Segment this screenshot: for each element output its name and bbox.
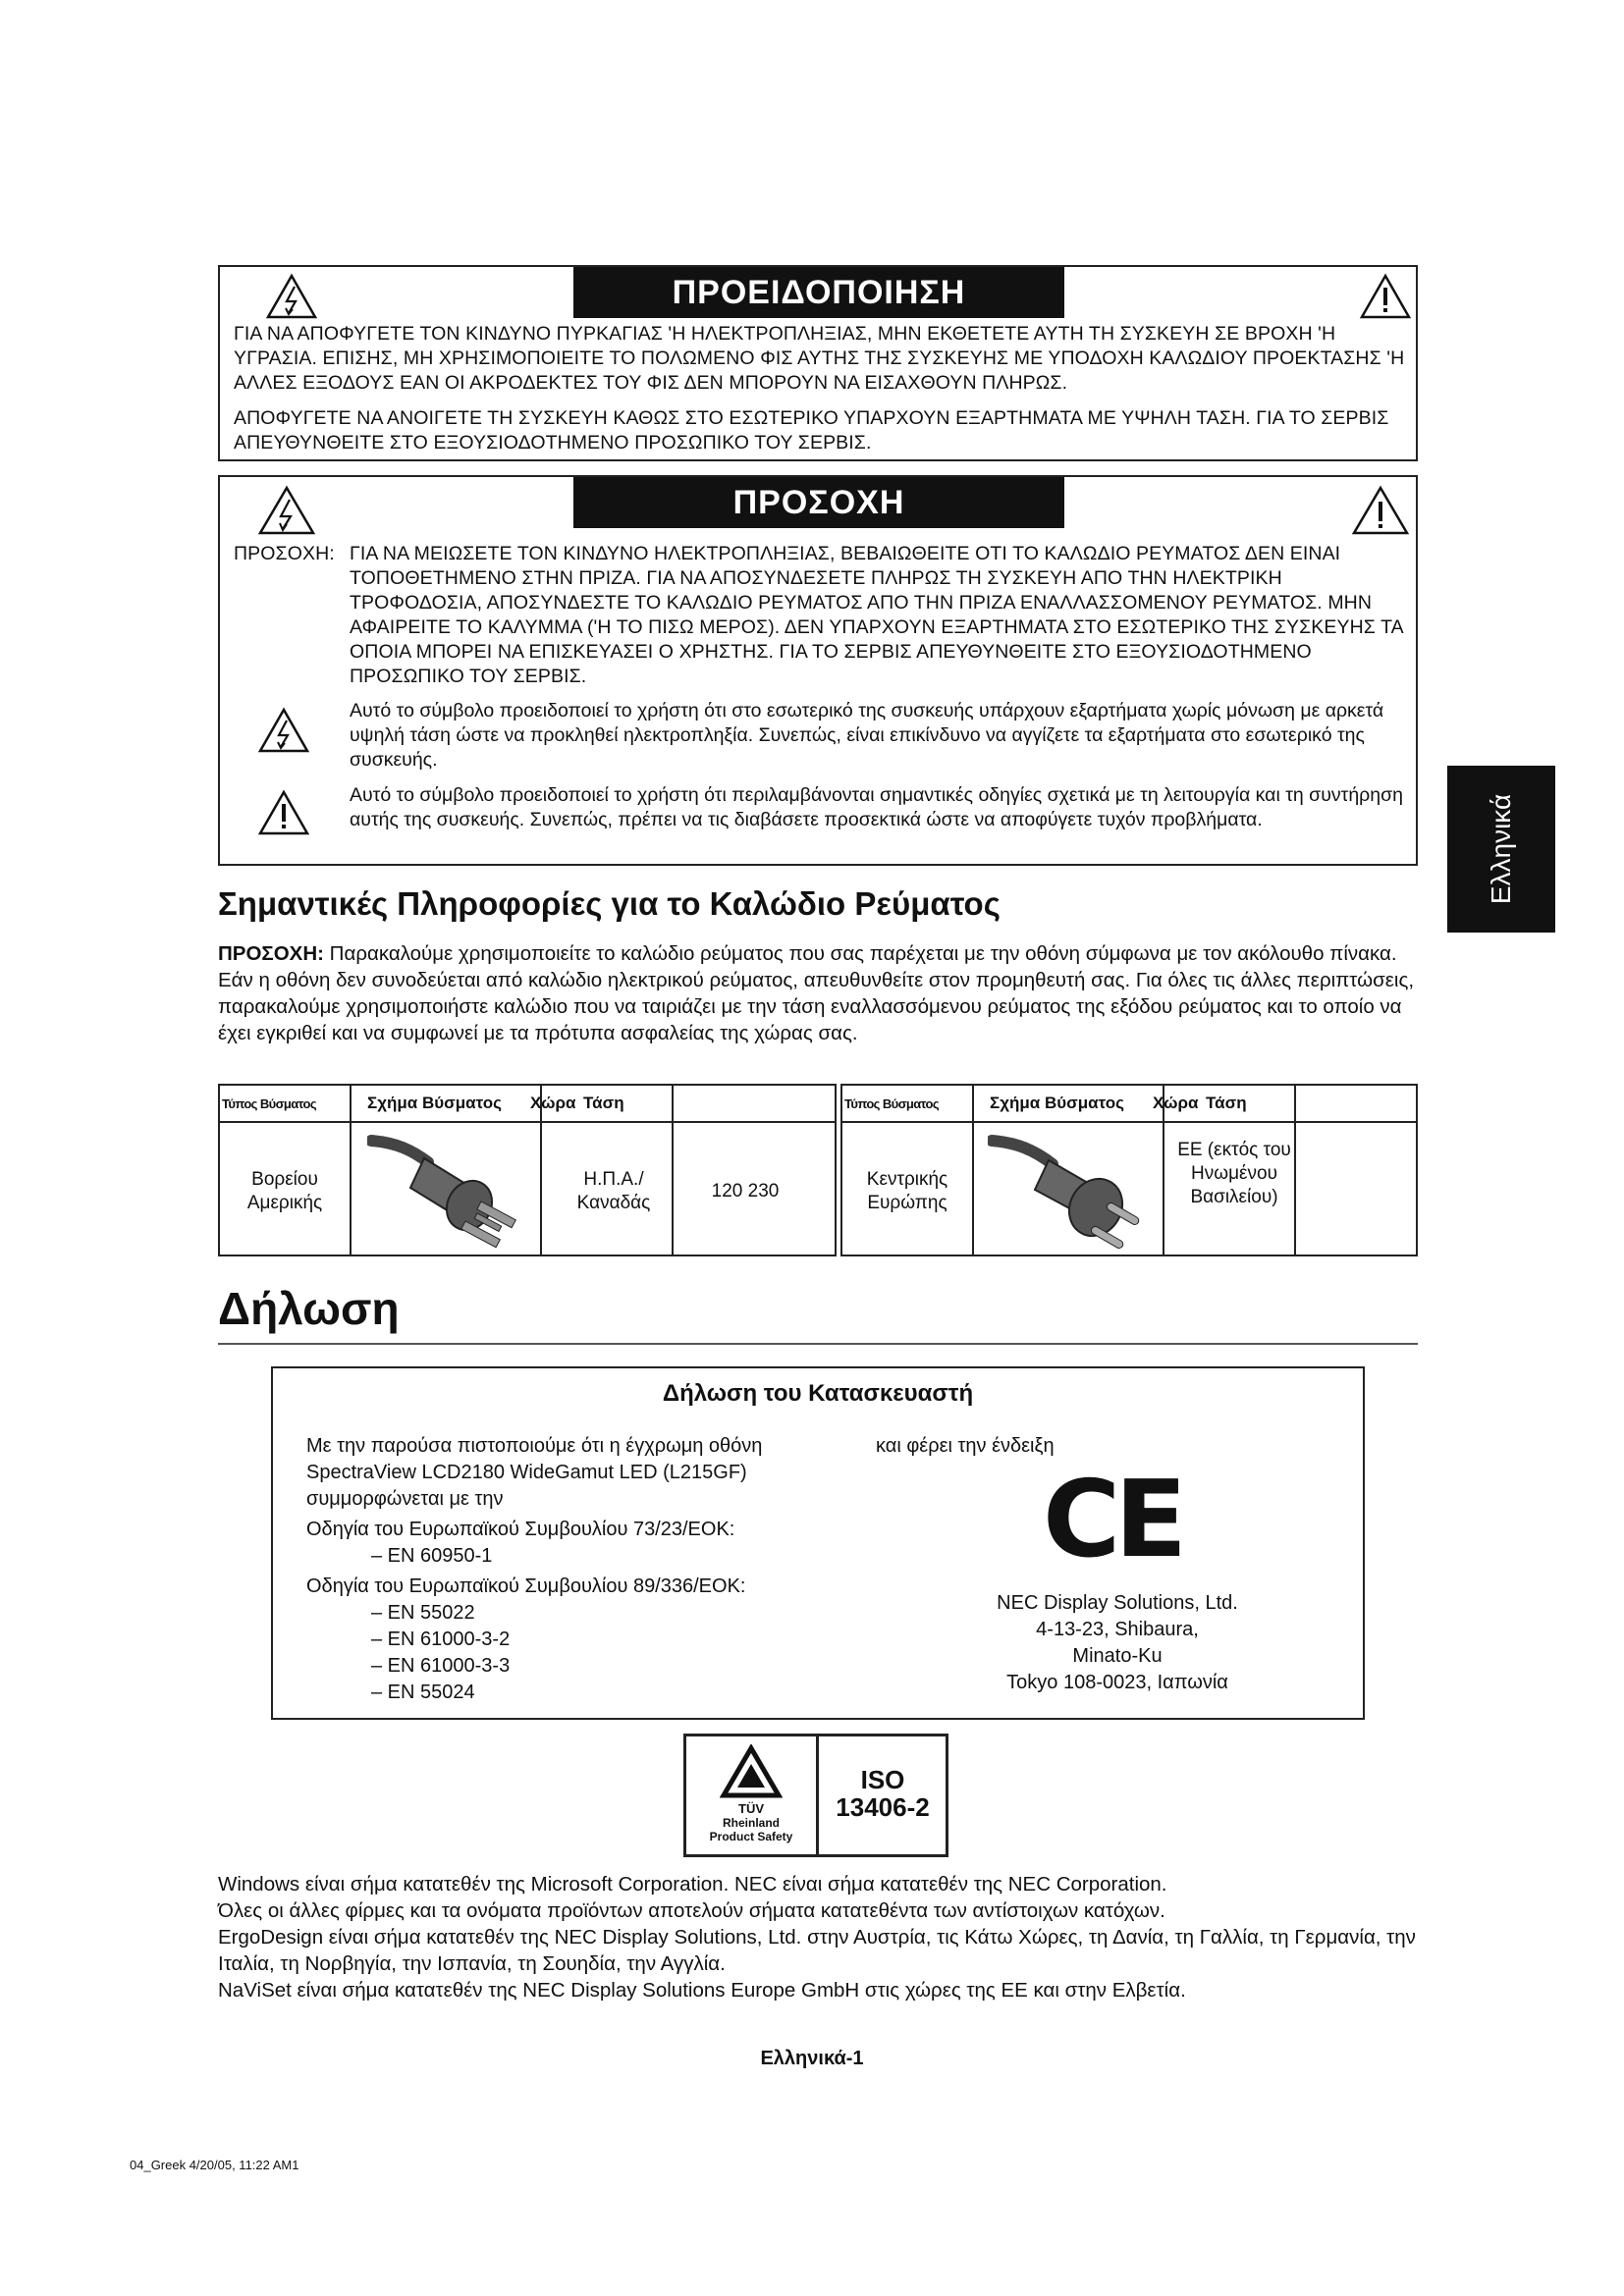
company-address-line: 4-13-23, Shibaura, [1036,1619,1199,1640]
warning-paragraph-1: ΓΙΑ ΝΑ ΑΠΟΦΥΓΕΤΕ ΤΟΝ ΚΙΝΔΥΝΟ ΠΥΡΚΑΓΙΑΣ 'Η ΗΛΕΚΤΡΟΠΛΗΞΙΑΣ, ΜΗΝ ΕΚΘΕΤΕΤΕ ΑΥΤΗ ΤΗ ΣΥΣΚΕΥΗ ΣΕ ΒΡΟΧΗ 'Η ΥΓΡΑΣΙΑ. ΕΠΙΣΗΣ, ΜΗ ΧΡΗΣΙΜΟΠΟΙΕΙΤΕ ΤΟ ΠΟΛΩΜΕΝΟ ΦΙΣ ΑΥΤΗΣ ΤΗΣ ΣΥΣΚΕΥΗΣ ΜΕ ΥΠΟΔΟΧΗ ΚΑΛΩΔΙΟΥ ΠΡΟΕΚΤΑΣΗΣ 'Η ΑΛΛΕΣ ΕΞΟΔΟΥΣ ΕΑΝ ΟΙ ΑΚΡΟΔΕΚΤΕΣ ΤΟΥ ΦΙΣ ΔΕΝ ΜΠΟΡΟΥΝ ΝΑ ΕΙΣΑΧΘΟΥΝ ΠΛΗΡΩΣ. [234,323,1405,394]
company-name: NEC Display Solutions, Ltd. [997,1592,1238,1614]
lightning-symbol-text: Αυτό το σύμβολο προειδοποιεί το χρήστη ότι στο εσωτερικό της συσκευής υπάρχουν εξαρτήματα χωρίς μόνωση με αρκετά υψηλή τάση ώστε να προκληθεί ηλεκτροπληξία. Συνεπώς, είναι επικίνδυνο να αγγίζετε τα εξαρτήματα στο εσωτερικό της συσκευής. [350,700,1384,771]
lightning-warning-icon [265,273,318,320]
caution-box [218,475,1418,866]
directive-1-item: – EN 60950-1 [371,1545,493,1567]
header-plug-type: Τύπος Βύσματος [844,1096,939,1111]
power-cord-lead: ΠΡΟΣΟΧΗ: [218,942,324,965]
declaration-box-title: Δήλωση του Κατασκευαστή [662,1380,974,1407]
warning-title: ΠΡΟΕΙΔΟΠΟΙΗΣΗ [573,267,1064,318]
language-side-tab-label: Ελληνικά [1486,793,1516,905]
directive-2-item: – EN 61000-3-3 [371,1655,511,1677]
manufacturer-declaration-box [271,1366,1365,1720]
declaration-right-intro: και φέρει την ένδειξη [876,1435,1055,1457]
company-address-line: Tokyo 108-0023, Ιαπωνία [1006,1672,1228,1693]
trademark-line: ErgoDesign είναι σήμα κατατεθέν της NEC Display Solutions, Ltd. στην Αυστρία, τις Κάτω Χώρες, τη Δανία, τη Γαλλία, τη Γερμανία, την Ιταλία, τη Νορβηγία, την Ισπανία, τη Σουηδία, την Αγγλία. [218,1926,1416,1975]
warning-box [218,265,1418,461]
iso-line: ISO [860,1765,905,1794]
ce-mark: CE [1043,1459,1182,1581]
power-cord-heading: Σημαντικές Πληροφορίες για το Καλώδιο Ρεύματος [218,885,1001,922]
power-cord-text: Παρακαλούμε χρησιμοποιείτε το καλώδιο ρεύματος που σας παρέχεται με την οθόνη σύμφωνα με τον ακόλουθο πίνακα. Εάν η οθόνη δεν συνοδεύεται από καλώδιο ηλεκτρικού ρεύματος, απευθυνθείτε στον προμηθευτή σας. Για όλες τις άλλες περιπτώσεις, παρακαλούμε χρησιμοποιήστε καλώδιο που να ταιριάζει με την τάση εναλλασσόμενου ρεύματος της εξόδου ρεύματος και το οποίο να έχει εγκριθεί και να συμφωνεί με τα πρότυπα ασφαλείας της χώρας σας. [218,942,1415,1044]
voltage-cell: 120 230 [711,1181,780,1201]
tuv-triangle-icon [720,1744,783,1799]
plug-type-cell: Βορείου Αμερικής [246,1169,323,1213]
exclamation-caution-icon [1351,485,1410,536]
header-plug-shape: Σχήμα Βύσματος [367,1094,502,1112]
header-country: Χώρα [530,1094,576,1112]
plug-table-north-america [218,1084,837,1256]
iso-line: 13406-2 [836,1792,930,1822]
language-side-tab [1447,766,1555,933]
header-plug-shape: Σχήμα Βύσματος [990,1094,1124,1112]
warning-paragraph-2: ΑΠΟΦΥΓΕΤΕ ΝΑ ΑΝΟΙΓΕΤΕ ΤΗ ΣΥΣΚΕΥΗ ΚΑΘΩΣ ΣΤΟ ΕΣΩΤΕΡΙΚΟ ΥΠΑΡΧΟΥΝ ΕΞΑΡΤΗΜΑΤΑ ΜΕ ΥΨΗΛΗ ΤΑΣΗ. ΓΙΑ ΤΟ ΣΕΡΒΙΣ ΑΠΕΥΘΥΝΘΕΙΤΕ ΣΤΟ ΕΞΟΥΣΙΟΔΟΤΗΜΕΝΟ ΠΡΟΣΩΠΙΚΟ ΤΟΥ ΣΕΡΒΙΣ. [234,407,1389,454]
exclamation-warning-icon [1359,273,1412,320]
tuv-text [686,1801,816,1843]
print-footer: 04_Greek 4/20/05, 11:22 AM1 [130,2158,299,2172]
directive-2: Οδηγία του Ευρωπαϊκού Συμβουλίου 89/336/ΕΟΚ: [306,1575,746,1597]
trademark-line: NaViSet είναι σήμα κατατεθέν της NEC Display Solutions Europe GmbH στις χώρες της ΕΕ και στην Ελβετία. [218,1979,1186,2002]
header-country: Χώρα [1153,1094,1199,1112]
plug-type-cell: Κεντρικής Ευρώπης [866,1169,948,1213]
plug-table-central-europe [840,1084,1418,1256]
declaration-heading: Δήλωση [218,1283,400,1334]
caution-title: ΠΡΟΣΟΧΗ [573,477,1064,528]
header-plug-type: Τύπος Βύσματος [222,1096,316,1111]
caution-text: ΓΙΑ ΝΑ ΜΕΙΩΣΕΤΕ ΤΟΝ ΚΙΝΔΥΝΟ ΗΛΕΚΤΡΟΠΛΗΞΙΑΣ, ΒΕΒΑΙΩΘΕΙΤΕ ΟΤΙ ΤΟ ΚΑΛΩΔΙΟ ΡΕΥΜΑΤΟΣ ΔΕΝ ΕΙΝΑΙ ΤΟΠΟΘΕΤΗΜΕΝΟ ΣΤΗΝ ΠΡΙΖΑ. ΓΙΑ ΝΑ ΑΠΟΣΥΝΔΕΣΕΤΕ ΠΛΗΡΩΣ ΤΗ ΣΥΣΚΕΥΗ ΑΠΟ ΤΗΝ ΗΛΕΚΤΡΙΚΗ ΤΡΟΦΟΔΟΣΙΑ, ΑΠΟΣΥΝΔΕΣΤΕ ΤΟ ΚΑΛΩΔΙΟ ΡΕΥΜΑΤΟΣ ΑΠΟ ΤΗΝ ΠΡΙΖΑ ΕΝΑΛΛΑΣΣΟΜΕΝΟΥ ΡΕΥΜΑΤΟΣ. ΜΗΝ ΑΦΑΙΡΕΙΤΕ ΤΟ ΚΑΛΥΜΜΑ ('Η ΤΟ ΠΙΣΩ ΜΕΡΟΣ). ΔΕΝ ΥΠΑΡΧΟΥΝ ΕΞΑΡΤΗΜΑΤΑ ΣΤΟ ΕΣΩΤΕΡΙΚΟ ΤΗΣ ΣΥΣΚΕΥΗΣ ΤΑ ΟΠΟΙΑ ΜΠΟΡΕΙ ΝΑ ΕΠΙΣΚΕΥΑΣΕΙ Ο ΧΡΗΣΤΗΣ. ΓΙΑ ΤΟ ΣΕΡΒΙΣ ΑΠΕΥΘΥΝΘΕΙΤΕ ΣΤΟ ΕΞΟΥΣΙΟΔΟΤΗΜΕΝΟ ΠΡΟΣΩΠΙΚΟ ΤΟΥ ΣΕΡΒΙΣ. [350,543,1403,687]
tuv-line: Rheinland [722,1816,780,1830]
header-voltage: Τάση [583,1094,624,1112]
exclamation-symbol-text: Αυτό το σύμβολο προειδοποιεί το χρήστη ότι περιλαμβάνονται σημαντικές οδηγίες σχετικά με τη λειτουργία και τη συντήρηση αυτής της συσκευής. Συνεπώς, πρέπει να τις διαβάσετε προσεκτικά ώστε να αποφύγετε τυχόν προβλήματα. [350,784,1403,830]
directive-1: Οδηγία του Ευρωπαϊκού Συμβουλίου 73/23/ΕΟΚ: [306,1519,735,1540]
trademark-line: Windows είναι σήμα κατατεθέν της Microsoft Corporation. NEC είναι σήμα κατατεθέν της NEC Corporation. [218,1873,1167,1896]
tuv-line: TÜV [738,1801,764,1816]
header-voltage: Τάση [1206,1094,1247,1112]
tuv-line: Product Safety [709,1830,793,1843]
lightning-symbol-icon [257,707,310,754]
trademark-line: Όλες οι άλλες φίρμες και τα ονόματα προϊόντων αποτελούν σήματα κατατεθέντα των αντίστοιχων κατόχων. [218,1899,1165,1922]
company-address [901,1590,1333,1696]
trademark-notices [218,1871,1435,2003]
directive-2-item: – EN 55022 [371,1602,475,1624]
north-america-plug-icon [367,1133,534,1251]
page-number: Ελληνικά-1 [760,2048,864,2069]
tuv-iso-logo [683,1734,948,1857]
caution-label: ΠΡΟΣΟΧΗ: [234,543,335,564]
lightning-caution-icon [257,485,316,536]
power-cord-paragraph [218,940,1418,1046]
declaration-rule [218,1343,1418,1345]
country-cell: Η.Π.Α./ Καναδάς [576,1169,651,1213]
country-cell: ΕΕ (εκτός του Ηνωμένου Βασιλείου) [1177,1140,1291,1207]
company-address-line: Minato-Ku [1072,1645,1163,1667]
iso-text [820,1766,946,1821]
exclamation-symbol-icon [257,789,310,836]
europe-plug-icon [988,1133,1159,1251]
directive-2-item: – EN 55024 [371,1682,475,1703]
declaration-left-column [306,1433,837,1706]
declaration-intro: Με την παρούσα πιστοποιούμε ότι η έγχρωμη οθόνη SpectraView LCD2180 WideGamut LED (L215GF) συμμορφώνεται με την [306,1435,763,1510]
directive-2-item: – EN 61000-3-2 [371,1629,511,1650]
